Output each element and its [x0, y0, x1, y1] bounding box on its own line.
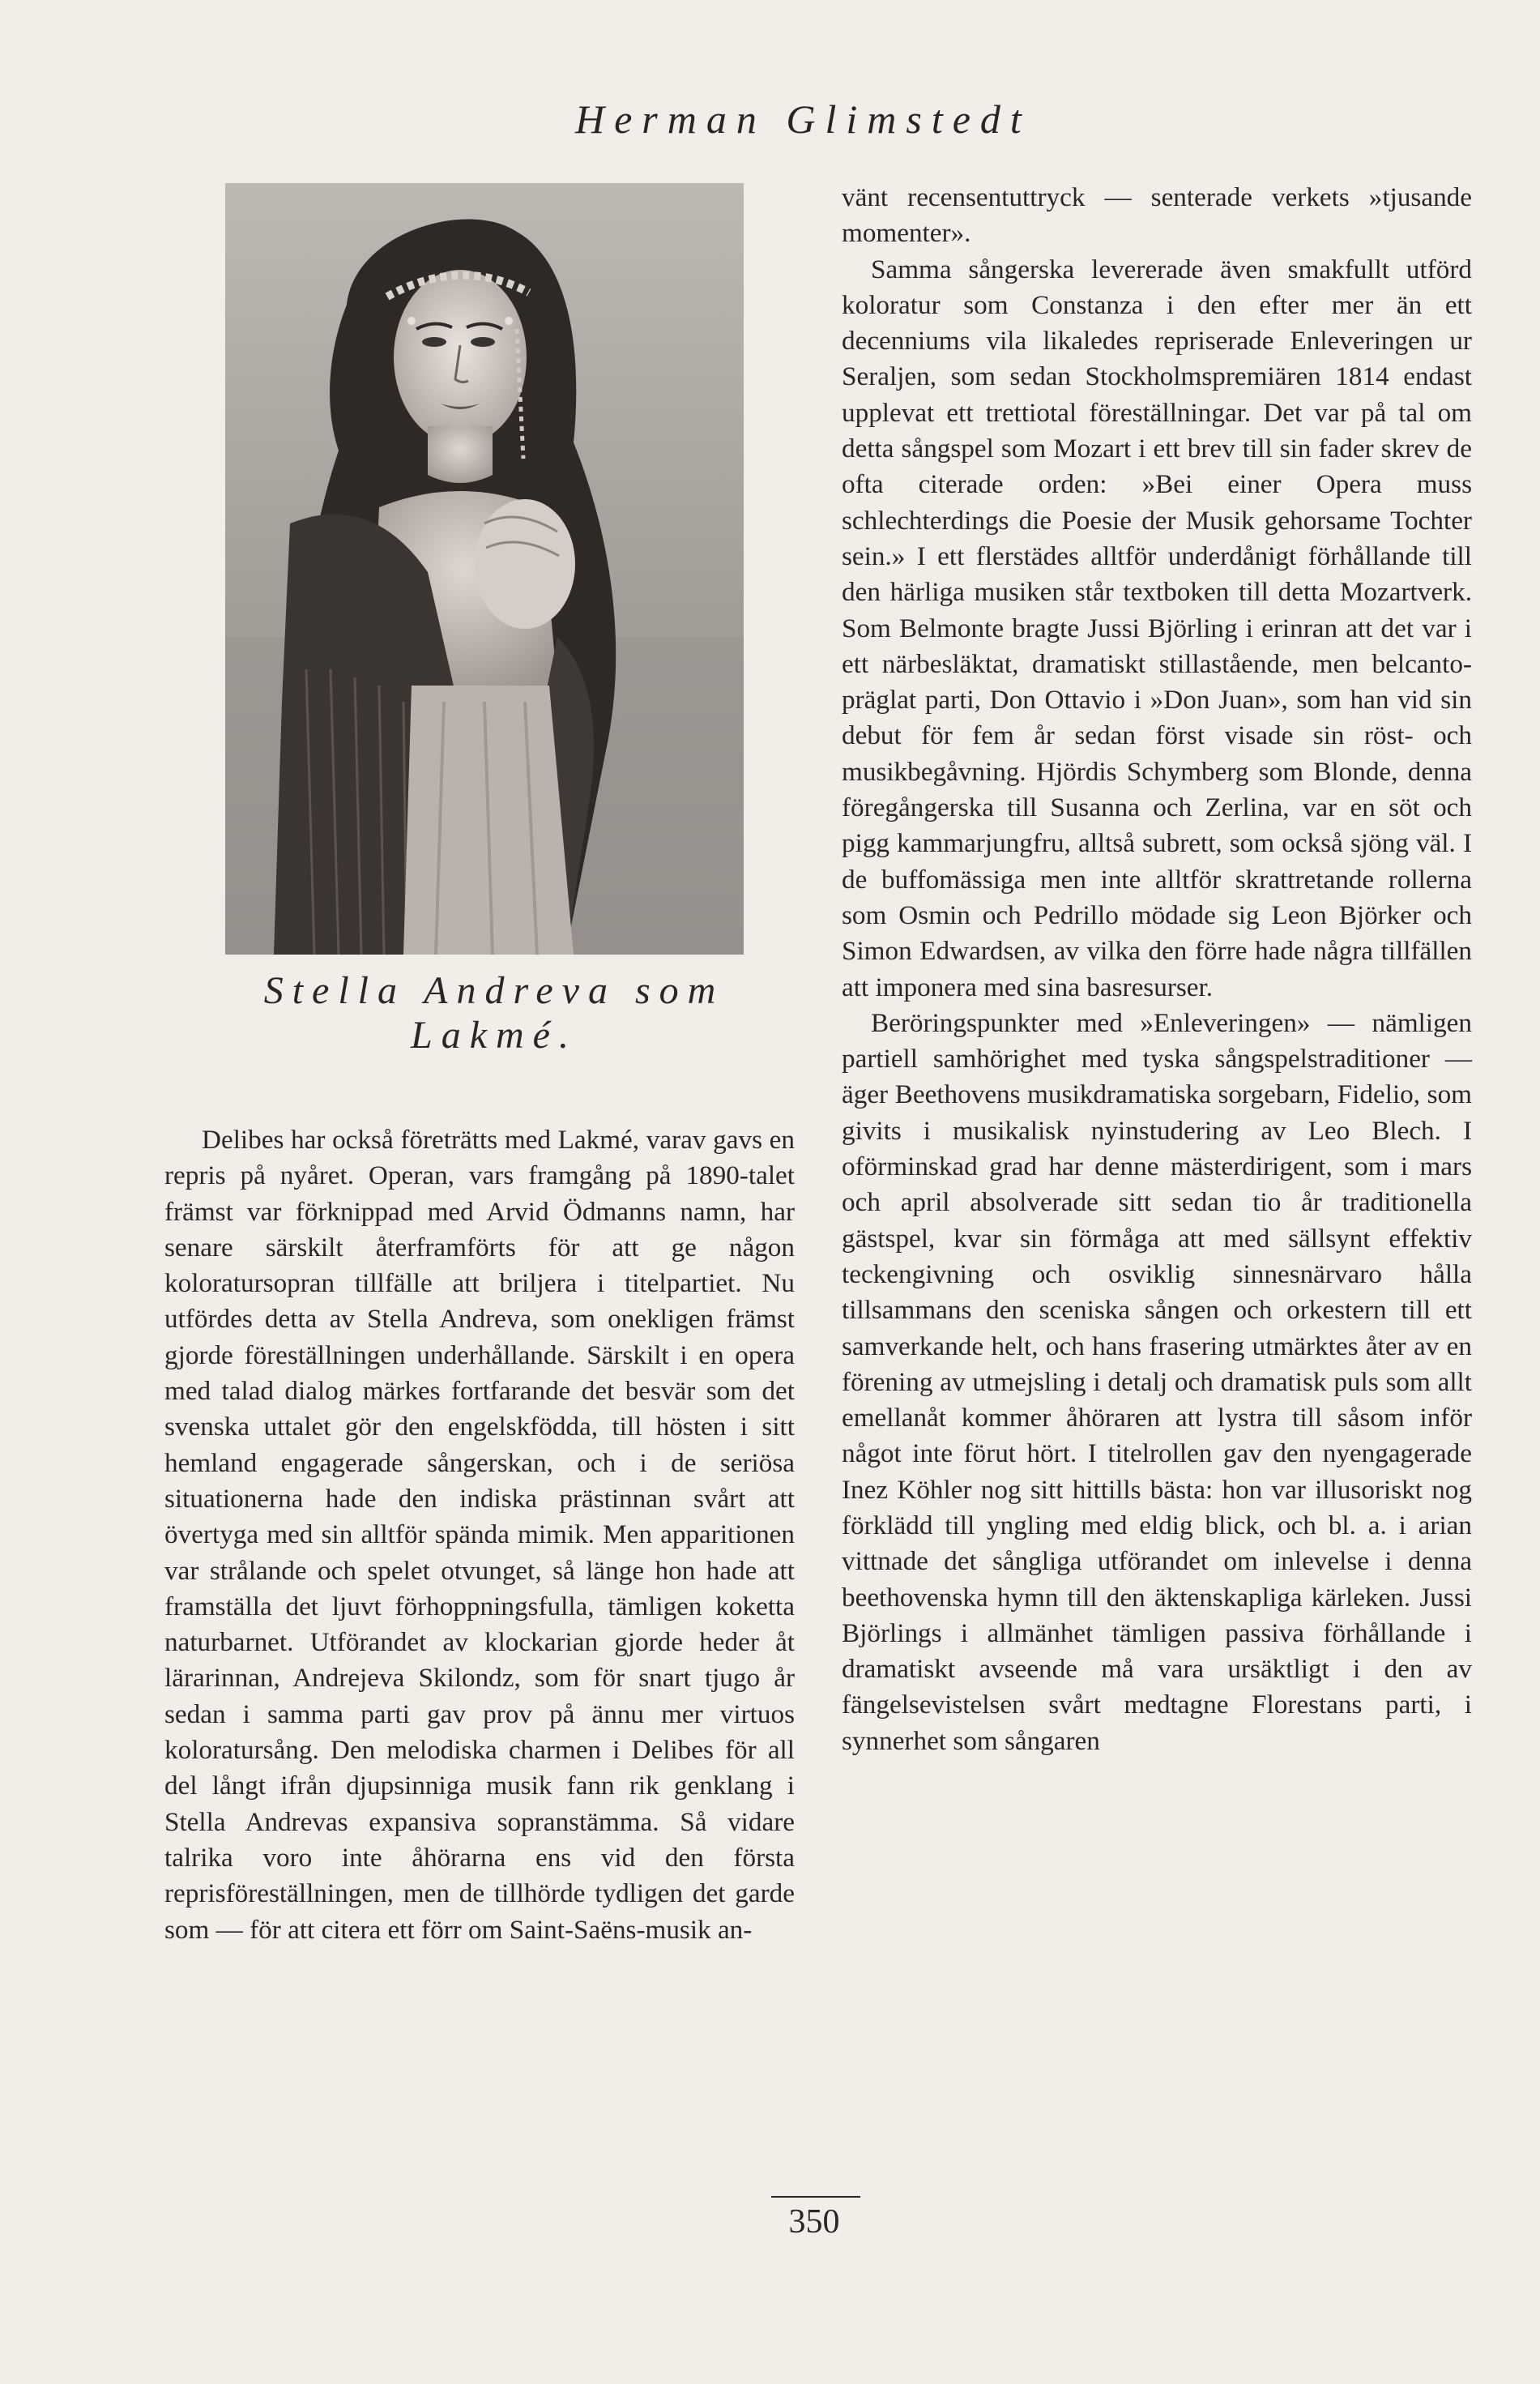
photo-caption: Stella Andreva som Lakmé.: [263, 969, 725, 1057]
portrait-photo: [225, 183, 744, 955]
left-text-column: [164, 1122, 795, 1948]
right-paragraph-3: Beröringspunkter med »Enleveringen» — nämligen partiell samhörighet med tyska sångspelstraditioner — äger Beethovens musikdramatiska sorgebarn, Fidelio, som givits i musikalisk nyinstudering av Leo Blech. I oförminskad grad har denne mästerdirigent, som i mars och april absolverade sitt sedan tio år traditionella gästspel, kvar sin förmåga att med sällsynt effektiv teckengivning och osviklig sinnesnärvaro hålla tillsammans den sceniska sången och orkestern till ett samverkande helt, och hans frasering utmärktes åter av en förening av utmejsling i detalj och dramatisk puls som allt emellanåt kommer åhöraren att lystra till såsom inför något inte förut hört. I titelrollen gav den nyengagerade Inez Köhler nog sitt hittills bästa: hon var illusoriskt nog förklädd till yngling med eldig blick, och bl. a. i arian vittnade det sångliga utförandet om inlevelse i denna beethovenska hymn till den äktenskapliga kärleken. Jussi Björlings i allmänhet tämligen passiva förhållande i dramatiskt avseende må vara ursäktligt i den av fängelsevistelsen svårt medtagne Florestans parti, i synnerhet som sångaren: [842, 1007, 1472, 1756]
page-number: 350: [788, 2203, 840, 2241]
folio-rule: [771, 2196, 860, 2198]
running-head: Herman Glimstedt: [575, 96, 1031, 142]
right-text-column: [842, 180, 1472, 1759]
right-paragraph-2: Samma sångerska levererade även smakfullt utförd koloratur som Constanza i den efter mer än ett decenniums vila likaledes repriserade Enleveringen ur Seraljen, som sedan Stockholmspremiären 1814 endast upplevat ett trettiotal föreställningar. Det var på tal om detta sångspel som Mozart i ett brev till sin fader skrev de ofta citerade orden: »Bei einer Opera muss schlechterdings die Poesie der Musik gehorsame Tochter sein.» I ett flerstädes alltför underdånigt förhållande till den härliga musiken står textboken till detta Mozartverk. Som Belmonte bragte Jussi Björling i erinran att det var i ett närbesläktat, dramatiskt stillastående, men belcanto-präglat parti, Don Ottavio i »Don Juan», som han vid sin debut för fem år sedan först visade sin röst- och musikbegåvning. Hjördis Schymberg som Blonde, denna föregångerska till Susanna och Zerlina, var en söt och pigg kammarjungfru, alltså subrett, som också sjöng väl. I de buffomässiga men inte alltför skrattretande rollerna som Osmin och Pedrillo mödade sig Leon Björker och Simon Edwardsen, av vilka den förre hade några tillfällen att imponera med sina basresurser.: [842, 254, 1472, 1002]
portrait-photo-icon: [225, 183, 744, 955]
left-paragraph-1: Delibes har också företrätts med Lakmé, varav gavs en repris på nyåret. Operan, vars framgång på 1890-talet främst var förknippad med Arvid Ödmanns namn, har senare särskilt återframförts för att ge någon koloratursopran tillfälle att briljera i titelpartiet. Nu utfördes detta av Stella Andreva, som onekligen främst gjorde föreställningen underhållande. Särskilt i en opera med talad dialog märkes fortfarande det besvär som det svenska uttalet gör den engelskfödda, till hösten i sitt hemland engagerade sångerskan, och i de seriösa situationerna hade den indiska prästinnan svårt att övertyga med sin alltför spända mimik. Men apparitionen var strålande och spelet otvunget, så länge hon hade att framställa det ljuvt förhoppningsfulla, tämligen koketta naturbarnet. Utförandet av klockarian gjorde heder åt lärarinnan, Andrejeva Skilondz, som för snart tjugo år sedan i samma parti gav prov på ännu mer virtuos koloratursång. Den melodiska charmen i Delibes för all del långt ifrån djupsinniga musik fann rik genklang i Stella Andrevas expansiva sopranstämma. Så vidare talrika voro inte åhörarna ens vid den första reprisföreställningen, men de tillhörde tydligen det garde som — för att citera ett förr om Saint-Saëns-musik an-: [164, 1125, 795, 1945]
right-paragraph-1: vänt recensentuttryck — senterade verkets »tjusande momenter».: [842, 182, 1472, 249]
